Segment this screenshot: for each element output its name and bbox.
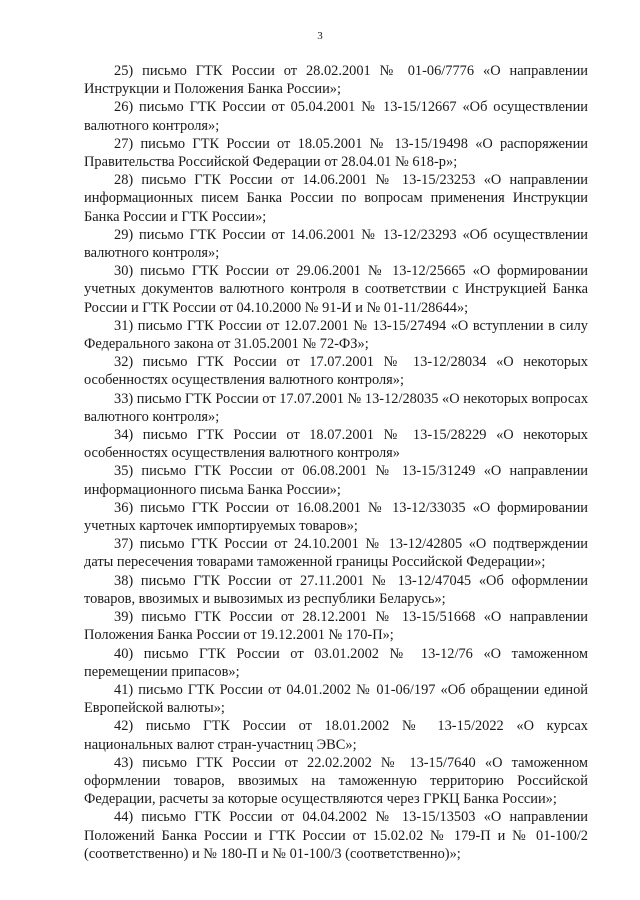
list-item-42: 42) письмо ГТК России от 18.01.2002 № 13-15/2022 «О курсах национальных валют стран-участниц ЭВС»; (84, 718, 588, 753)
list-item-38: 38) письмо ГТК России от 27.11.2001 № 13-12/47045 «Об оформлении товаров, ввозимых и вывозимых из республики Беларусь»; (84, 572, 588, 607)
list-item-35: 35) письмо ГТК России от 06.08.2001 № 13-15/31249 «О направлении информационного письма Банка России»; (84, 463, 588, 498)
list-item-43: 43) письмо ГТК России от 22.02.2002 № 13-15/7640 «О таможенном оформлении товаров, ввозимых на таможенную территорию Российской Федерации, расчеты за которые осуществляются через ГРКЦ Банка России»; (84, 754, 588, 808)
list-item-37: 37) письмо ГТК России от 24.10.2001 № 13-12/42805 «О подтверждении даты пересечения товарами таможенной границы Российской Федерации»; (84, 536, 588, 571)
page-number: 3 (317, 30, 323, 42)
list-item-32: 32) письмо ГТК России от 17.07.2001 № 13-12/28034 «О некоторых особенностях осуществления валютного контроля»; (84, 354, 588, 389)
list-item-39: 39) письмо ГТК России от 28.12.2001 № 13-15/51668 «О направлении Положения Банка России от 19.12.2001 № 170-П»; (84, 609, 588, 644)
list-item-27: 27) письмо ГТК России от 18.05.2001 № 13-15/19498 «О распоряжении Правительства Российской Федерации от 28.04.01 № 618-р»; (84, 135, 588, 171)
list-item-31: 31) письмо ГТК России от 12.07.2001 № 13-15/27494 «О вступлении в силу Федерального закона от 31.05.2001 № 72-ФЗ»; (84, 317, 588, 353)
list-item-26: 26) письмо ГТК России от 05.04.2001 № 13-15/12667 «Об осуществлении валютного контроля»; (84, 99, 588, 134)
list-item-30: 30) письмо ГТК России от 29.06.2001 № 13-12/25665 «О формировании учетных документов валютного контроля в соответствии с Инструкцией Банка России и ГТК России от 04.10.2000 № 91-И и № 01-11/28644»; (84, 263, 588, 316)
list-item-41: 41) письмо ГТК России от 04.01.2002 № 01-06/197 «Об обращении единой Европейской валюты»; (84, 681, 588, 717)
list-item-34: 34) письмо ГТК России от 18.07.2001 № 13-15/28229 «О некоторых особенностях осуществления валютного контроля» (84, 427, 588, 462)
list-item-36: 36) письмо ГТК России от 16.08.2001 № 13-12/33035 «О формировании учетных карточек импортируемых товаров»; (84, 499, 588, 535)
list-item-33: 33) письмо ГТК России от 17.07.2001 № 13-12/28035 «О некоторых вопросах валютного контроля»; (84, 390, 589, 425)
list-item-25: 25) письмо ГТК России от 28.02.2001 № 01-06/7776 «О направлении Инструкции и Положения Банка России»; (84, 63, 588, 98)
list-item-44: 44) письмо ГТК России от 04.04.2002 № 13-15/13503 «О направлении Положений Банка России и ГТК России от 15.02.02 № 179-П и № 01-100/2 (соответственно) и № 180-П и № 01-100/3 (соответственно)»; (84, 809, 588, 862)
list-item-40: 40) письмо ГТК России от 03.01.2002 № 13-12/76 «О таможенном перемещении припасов»; (84, 645, 588, 680)
list-item-29: 29) письмо ГТК России от 14.06.2001 № 13-12/23293 «Об осуществлении валютного контроля»; (84, 226, 588, 262)
document-list (84, 62, 588, 863)
list-item-28: 28) письмо ГТК России от 14.06.2001 № 13-15/23253 «О направлении информационных писем Банка России по вопросам применения Инструкции Банка России и ГТК России»; (84, 172, 588, 225)
